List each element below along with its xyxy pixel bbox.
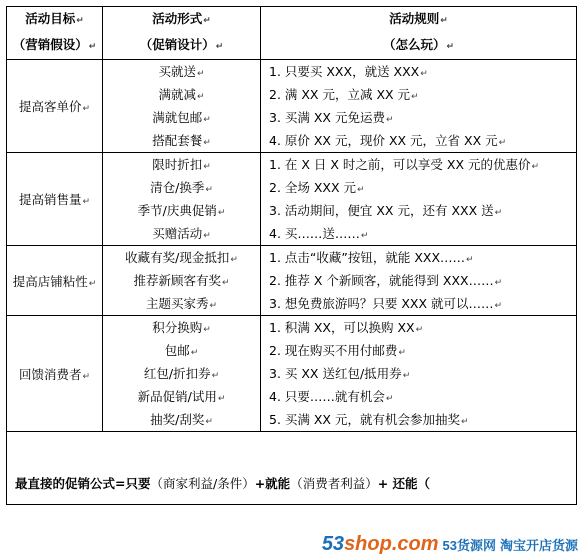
formula-cell: [7, 432, 577, 505]
rule-item: 1. 只要买 XXX，就送 XXX↵: [269, 64, 428, 79]
section-forms: [103, 246, 261, 316]
formula-plus1: +就能: [254, 476, 291, 491]
form-item: 买就送↵: [158, 64, 205, 79]
watermark-brand: 53货源网: [442, 538, 496, 553]
section-forms: [103, 60, 261, 153]
rule-item: 2. 全场 XXX 元↵: [269, 180, 365, 195]
form-item: 满就减↵: [158, 87, 205, 102]
form-item: 新品促销/试用↵: [137, 389, 226, 404]
goal-label: 提高店铺粘性: [12, 273, 88, 289]
site-watermark: [322, 533, 578, 556]
rule-item: 2. 现在购买不用付邮费↵: [269, 343, 406, 358]
formula-plus2: + 还能（: [377, 476, 431, 491]
goal-label: 提高客单价: [18, 99, 82, 114]
section-row: [7, 60, 577, 153]
rule-item: 3. 买 XX 送红包/抵用券↵: [269, 366, 411, 381]
rule-item: 3. 买满 XX 元免运费↵: [269, 110, 394, 125]
goal-label: 回馈消费者: [18, 366, 82, 382]
rule-item: 2. 满 XX 元，立减 XX 元↵: [269, 87, 419, 102]
header-goal: [7, 7, 103, 60]
rule-item: 1. 在 X 日 X 时之前，可以享受 XX 元的优惠价↵: [269, 157, 540, 172]
rule-item: 4. 只要……就有机会↵: [269, 389, 394, 404]
section-row: [7, 153, 577, 246]
section-forms: [103, 316, 261, 432]
section-row: [7, 316, 577, 432]
section-goal: 提高销售量↵: [7, 153, 103, 246]
form-item: 积分换购↵: [152, 320, 211, 335]
section-rules: [261, 246, 577, 316]
rule-item: 5. 买满 XX 元，就有机会参加抽奖↵: [269, 412, 469, 427]
section-goal: 回馈消费者↵: [7, 316, 103, 432]
formula-row: [7, 432, 577, 505]
rule-item: 2. 推荐 X 个新顾客，就能得到 XXX……↵: [269, 273, 503, 288]
formula-part1: （商家利益/条件）: [150, 476, 255, 491]
form-item: 季节/庆典促销↵: [137, 203, 226, 218]
watermark-tag: 淘宝开店货源: [499, 538, 578, 553]
form-item: 推荐新顾客有奖↵: [133, 273, 230, 288]
promo-formula: [7, 444, 576, 492]
rule-item: 3. 活动期间，便宜 XX 元，还有 XXX 送↵: [269, 203, 503, 218]
header-rule-sub: （怎么玩）↵: [382, 37, 455, 52]
header-row: [7, 7, 577, 60]
header-goal-sub: （营销假设）↵: [12, 37, 97, 52]
form-item: 买赠活动↵: [152, 226, 211, 241]
formula-part2: （消费者利益）: [290, 476, 378, 491]
header-rule-title: 活动规则↵: [389, 11, 448, 26]
promotion-table: [6, 6, 577, 505]
header-form-sub: （促销设计）↵: [139, 37, 224, 52]
goal-label: 提高销售量: [18, 192, 82, 207]
form-item: 红包/折扣券↵: [143, 366, 220, 381]
section-rules: [261, 316, 577, 432]
rule-item: 1. 点击“收藏”按钮，就能 XXX……↵: [269, 250, 474, 265]
form-item: 搭配套餐↵: [152, 133, 211, 148]
section-row: [7, 246, 577, 316]
section-goal: 提高客单价↵: [7, 60, 103, 153]
form-item: 收藏有奖/现金抵扣↵: [125, 250, 238, 265]
section-goal: 提高店铺粘性↵: [7, 246, 103, 316]
section-forms: [103, 153, 261, 246]
rule-item: 3. 想免费旅游吗？只要 XXX 就可以……↵: [269, 296, 503, 311]
form-item: 满就包邮↵: [152, 110, 211, 125]
header-form: [103, 7, 261, 60]
header-goal-title: 活动目标↵: [25, 11, 84, 26]
form-item: 抽奖/刮奖↵: [150, 412, 213, 427]
header-form-title: 活动形式↵: [152, 11, 211, 26]
form-item: 主题买家秀↵: [145, 296, 218, 311]
form-item: 包邮↵: [164, 343, 199, 358]
header-rule: [261, 7, 577, 60]
rule-item: 4. 原价 XX 元，现价 XX 元，立省 XX 元↵: [269, 133, 507, 148]
rule-item: 4. 买……送……↵: [269, 226, 369, 241]
formula-lead: 最直接的促销公式=只要: [15, 476, 151, 491]
form-item: 清仓/换季↵: [150, 180, 213, 195]
section-rules: [261, 60, 577, 153]
watermark-site: 53shop.com: [321, 533, 439, 555]
rule-item: 1. 积满 XX，可以换购 XX↵: [269, 320, 424, 335]
form-item: 限时折扣↵: [152, 157, 211, 172]
section-rules: [261, 153, 577, 246]
